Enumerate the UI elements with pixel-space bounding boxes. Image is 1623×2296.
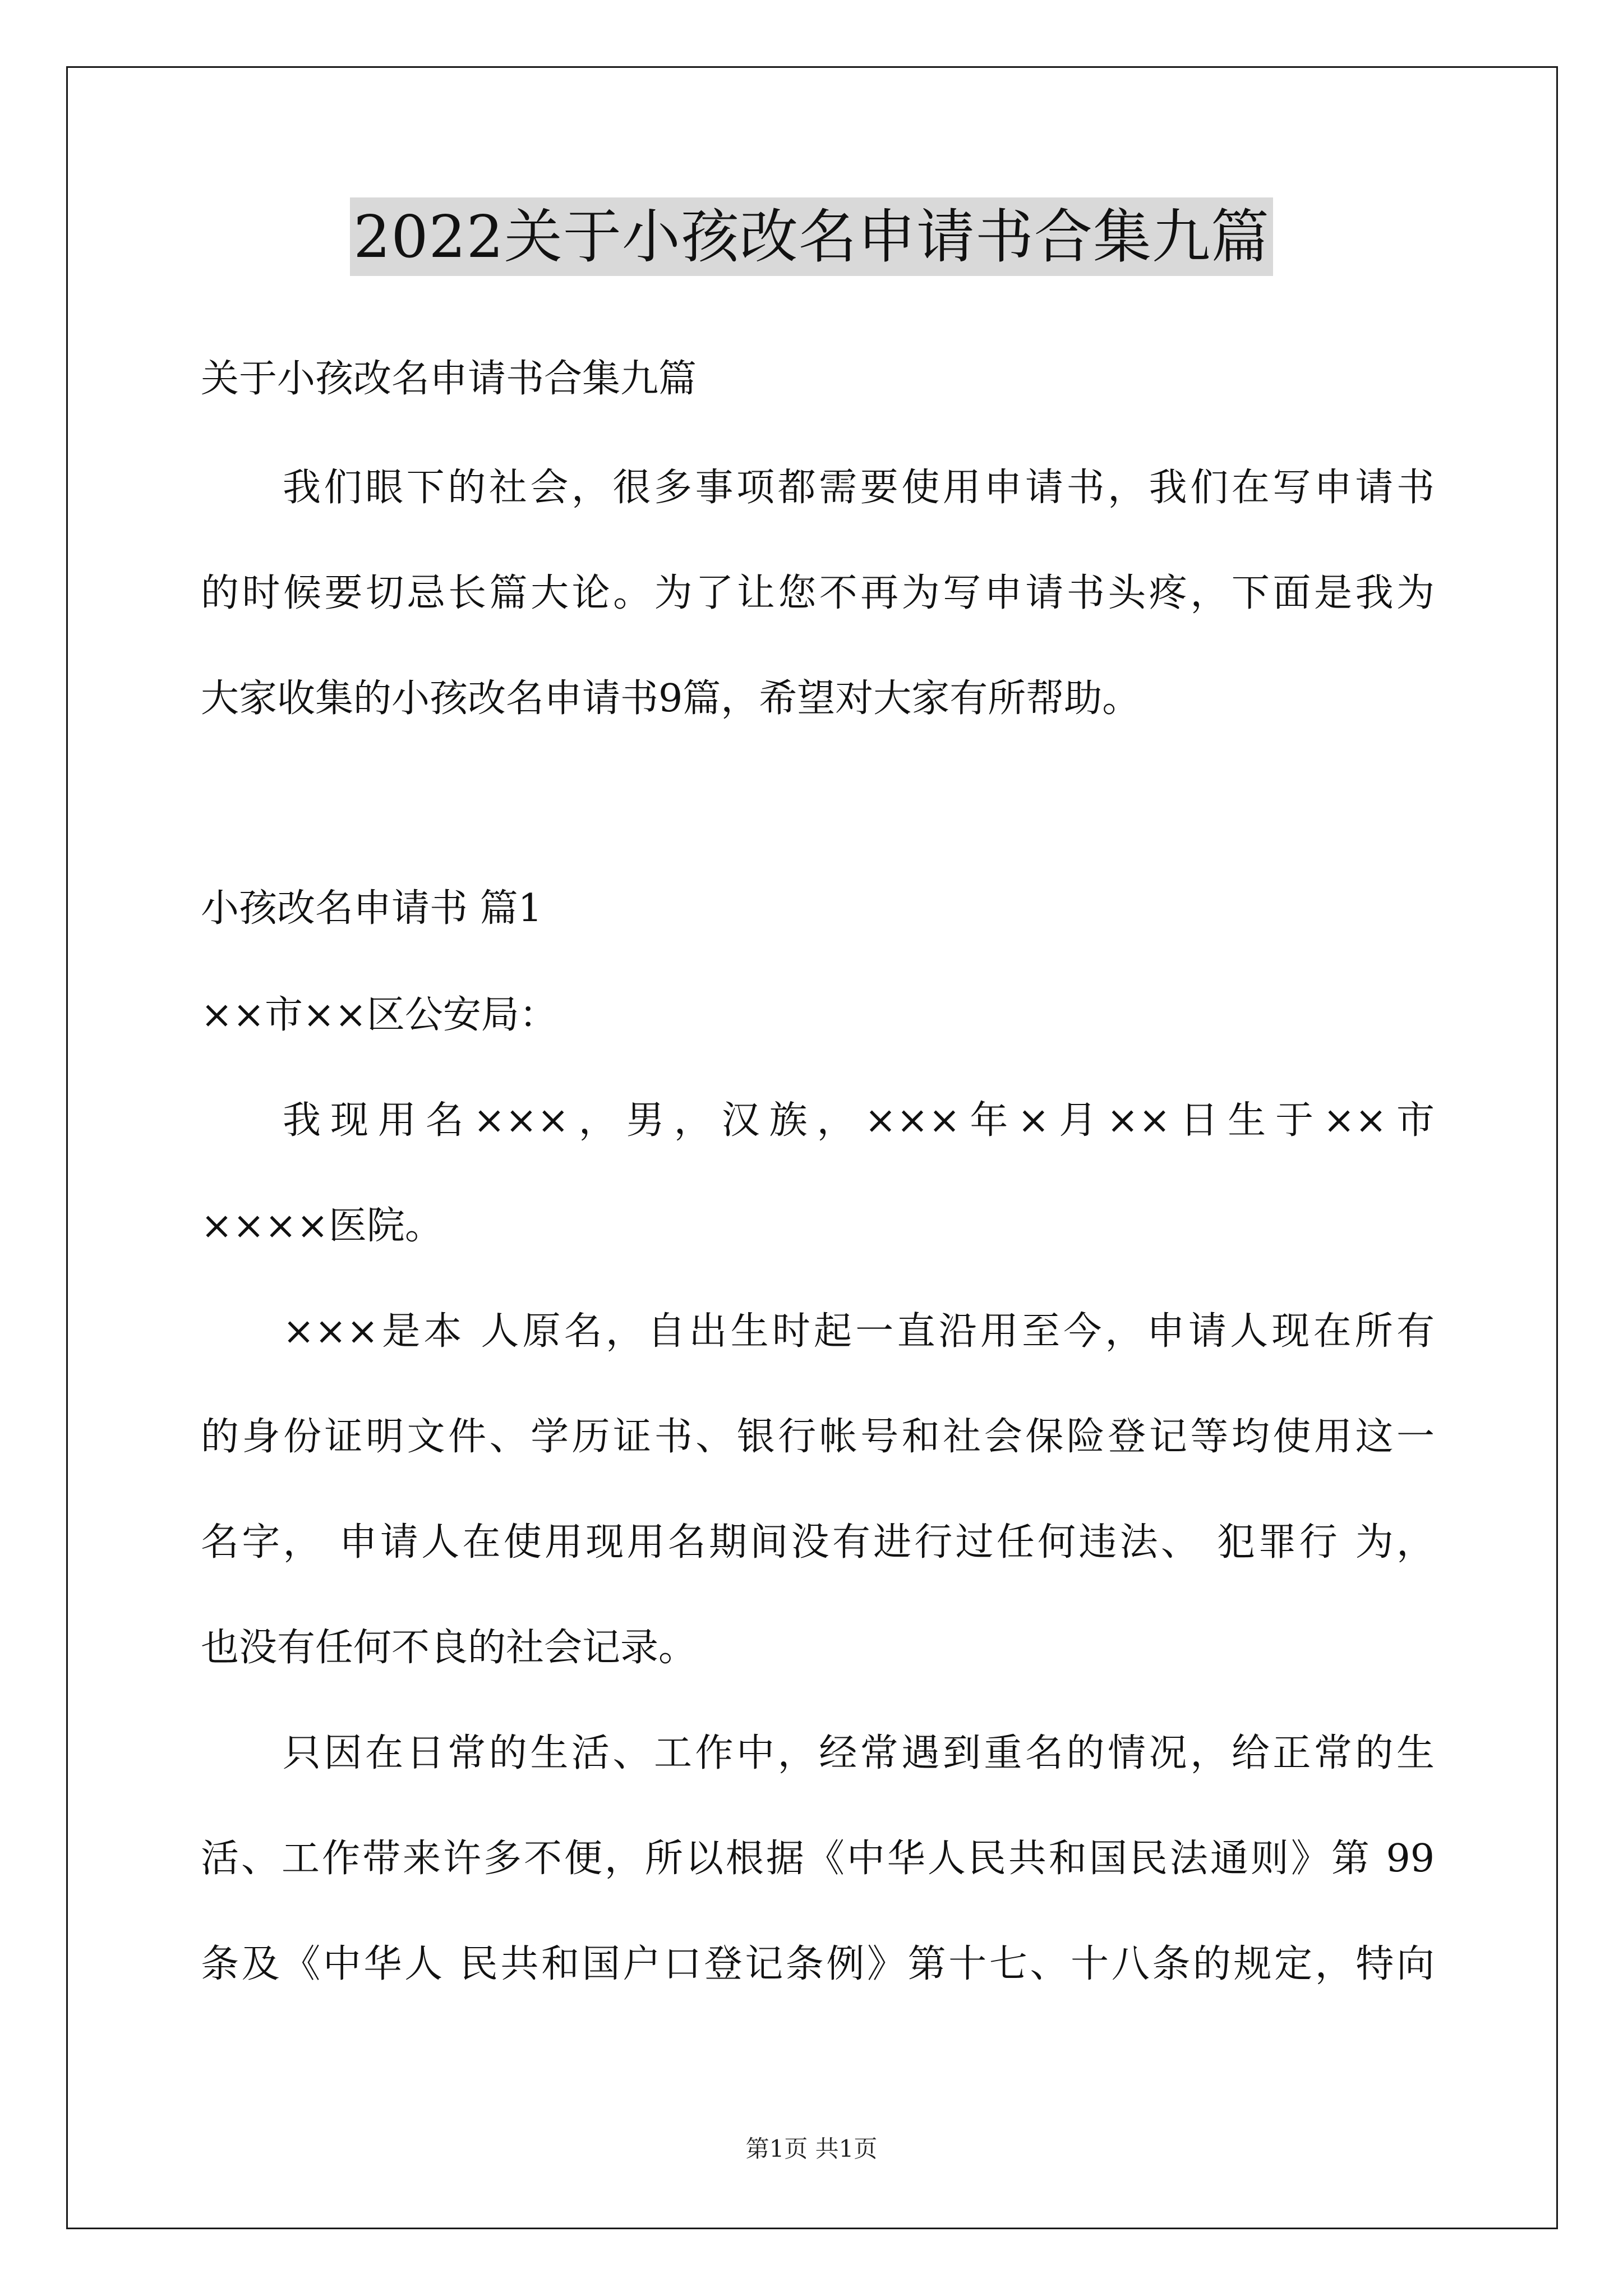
- paragraph-line: 也没有任何不良的社会记录。: [201, 1626, 697, 1670]
- paragraph-line: ×××是本 人原名，自出生时起一直沿用至今，申请人现在所有: [283, 1309, 1435, 1354]
- paragraph-line: 的身份证明文件、学历证书、银行帐号和社会保险登记等均使用这一: [201, 1415, 1435, 1459]
- intro-line: 我们眼下的社会，很多事项都需要使用申请书，我们在写申请书: [283, 466, 1435, 510]
- paragraph-line: 条及《中华人 民共和国户口登记条例》第十七、十八条的规定，特向: [201, 1942, 1435, 1986]
- paragraph-line: ××××医院。: [201, 1204, 443, 1248]
- paragraph-line: 活、工作带来许多不便，所以根据《中华人民共和国民法通则》第 99: [201, 1837, 1435, 1881]
- document-title: 2022关于小孩改名申请书合集九篇: [350, 197, 1273, 276]
- intro-line: 大家收集的小孩改名申请书9篇，希望对大家有所帮助。: [201, 677, 1141, 721]
- addressee: ××市××区公安局：: [201, 993, 557, 1037]
- document-subtitle: 关于小孩改名申请书合集九篇: [201, 357, 697, 401]
- section-heading: 小孩改名申请书 篇1: [201, 886, 542, 931]
- paragraph-line: 只因在日常的生活、工作中，经常遇到重名的情况，给正常的生: [283, 1731, 1435, 1775]
- page-footer: 第1页 共1页: [745, 2135, 878, 2162]
- title-container: [0, 197, 1623, 276]
- paragraph-line: 我现用名×××，男，汉族，×××年×月××日生于××市: [283, 1098, 1435, 1143]
- intro-line: 的时候要切忌长篇大论。为了让您不再为写申请书头疼，下面是我为: [201, 571, 1435, 615]
- paragraph-line: 名字， 申请人在使用现用名期间没有进行过任何违法、 犯罪行 为，: [201, 1520, 1435, 1565]
